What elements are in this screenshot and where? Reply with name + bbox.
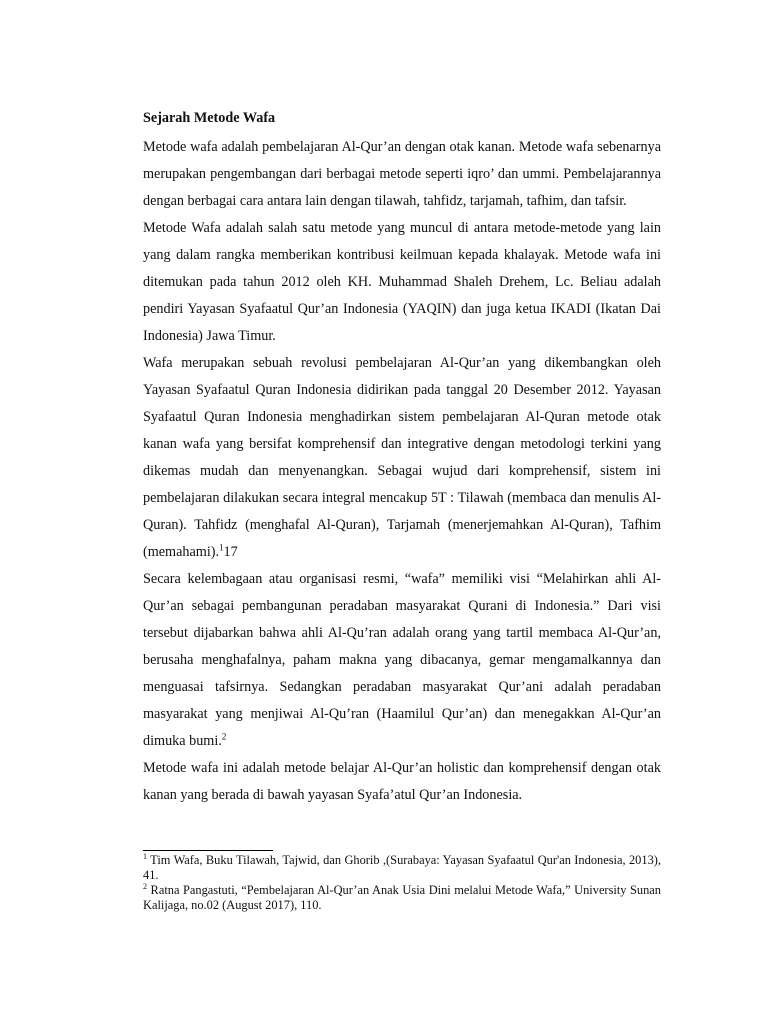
document-body bbox=[143, 108, 661, 809]
footnote-ref-1[interactable]: 1 bbox=[219, 542, 224, 553]
footnote-2-text: Ratna Pangastuti, “Pembelajaran Al-Qur’an Anak Usia Dini melalui Metode Wafa,” University Sunan Kalijaga, no.02 (August 2017), 110. bbox=[143, 883, 661, 912]
paragraph-4 bbox=[143, 566, 661, 755]
footnote-ref-2[interactable]: 2 bbox=[221, 731, 227, 742]
footnote-separator bbox=[143, 850, 273, 851]
paragraph-3 bbox=[143, 350, 661, 566]
footnote-2 bbox=[143, 883, 661, 913]
paragraph-5-text: Metode wafa ini adalah metode belajar Al-Qur’an holistic dan komprehensif dengan otak kanan yang berada di bawah yayasan Syafa’atul Qur’an Indonesia. bbox=[143, 760, 661, 803]
paragraph-4-text: Secara kelembagaan atau organisasi resmi, “wafa” memiliki visi “Melahirkan ahli Al-Qur’an sebagai pembangunan peradaban masyarakat Qurani di Indonesia.” Dari visi tersebut dijabarkan bahwa ahli Al-Qu’ran adalah orang yang tartil membaca Al-Qur’an, berusaha menghafalnya, paham makna yang dibacanya, gemar mengamalkannya dan menguasai tafsirnya. Sedangkan peradaban masyarakat Qur’ani adalah peradaban masyarakat yang menjiwai Al-Qu’ran (Haamilul Qur’an) dan menegakkan Al-Qur’an dimuka bumi. bbox=[143, 571, 661, 749]
footnote-1-marker: 1 bbox=[143, 851, 147, 861]
footnote-1-text: Tim Wafa, Buku Tilawah, Tajwid, dan Ghorib ,(Surabaya: Yayasan Syafaatul Qur'an Indonesia, 2013), 41. bbox=[143, 853, 661, 882]
paragraph-5 bbox=[143, 755, 661, 809]
paragraph-2 bbox=[143, 215, 661, 350]
paragraph-3-text: Wafa merupakan sebuah revolusi pembelajaran Al-Qur’an yang dikembangkan oleh Yayasan Syafaatul Quran Indonesia didirikan pada tanggal 20 Desember 2012. Yayasan Syafaatul Quran Indonesia menghadirkan sistem pembelajaran Al-Quran metode otak kanan wafa yang bersifat komprehensif dan integrative dengan metodologi terkini yang dikemas mudah dan menyenangkan. Sebagai wujud dari komprehensif, sistem ini pembelajaran dilakukan secara integral mencakup 5T : Tilawah (membaca dan menulis Al-Quran). Tahfidz (menghafal Al-Quran), Tarjamah (menerjemahkan Al-Quran), Tafhim (memahami). bbox=[143, 355, 661, 560]
paragraph-1-text: Metode wafa adalah pembelajaran Al-Qur’an dengan otak kanan. Metode wafa sebenarnya merupakan pengembangan dari berbagai metode seperti iqro’ dan ummi. Pembelajarannya dengan berbagai cara antara lain dengan tilawah, tahfidz, tarjamah, tafhim, dan tafsir. bbox=[143, 139, 661, 209]
footnote-2-marker: 2 bbox=[143, 881, 147, 891]
footnote-1 bbox=[143, 853, 661, 883]
paragraph-1 bbox=[143, 134, 661, 215]
footnotes bbox=[143, 853, 661, 913]
section-heading: Sejarah Metode Wafa bbox=[143, 110, 276, 126]
paragraph-2-text: Metode Wafa adalah salah satu metode yang muncul di antara metode-metode yang lain yang dalam rangka memberikan kontribusi keilmuan kepada khalayak. Metode wafa ini ditemukan pada tahun 2012 oleh KH. Muhammad Shaleh Drehem, Lc. Beliau adalah pendiri Yayasan Syafaatul Qur’an Indonesia (YAQIN) dan juga ketua IKADI (Ikatan Dai Indonesia) Jawa Timur. bbox=[143, 220, 661, 344]
paragraph-3-trailing: 17 bbox=[223, 544, 238, 560]
